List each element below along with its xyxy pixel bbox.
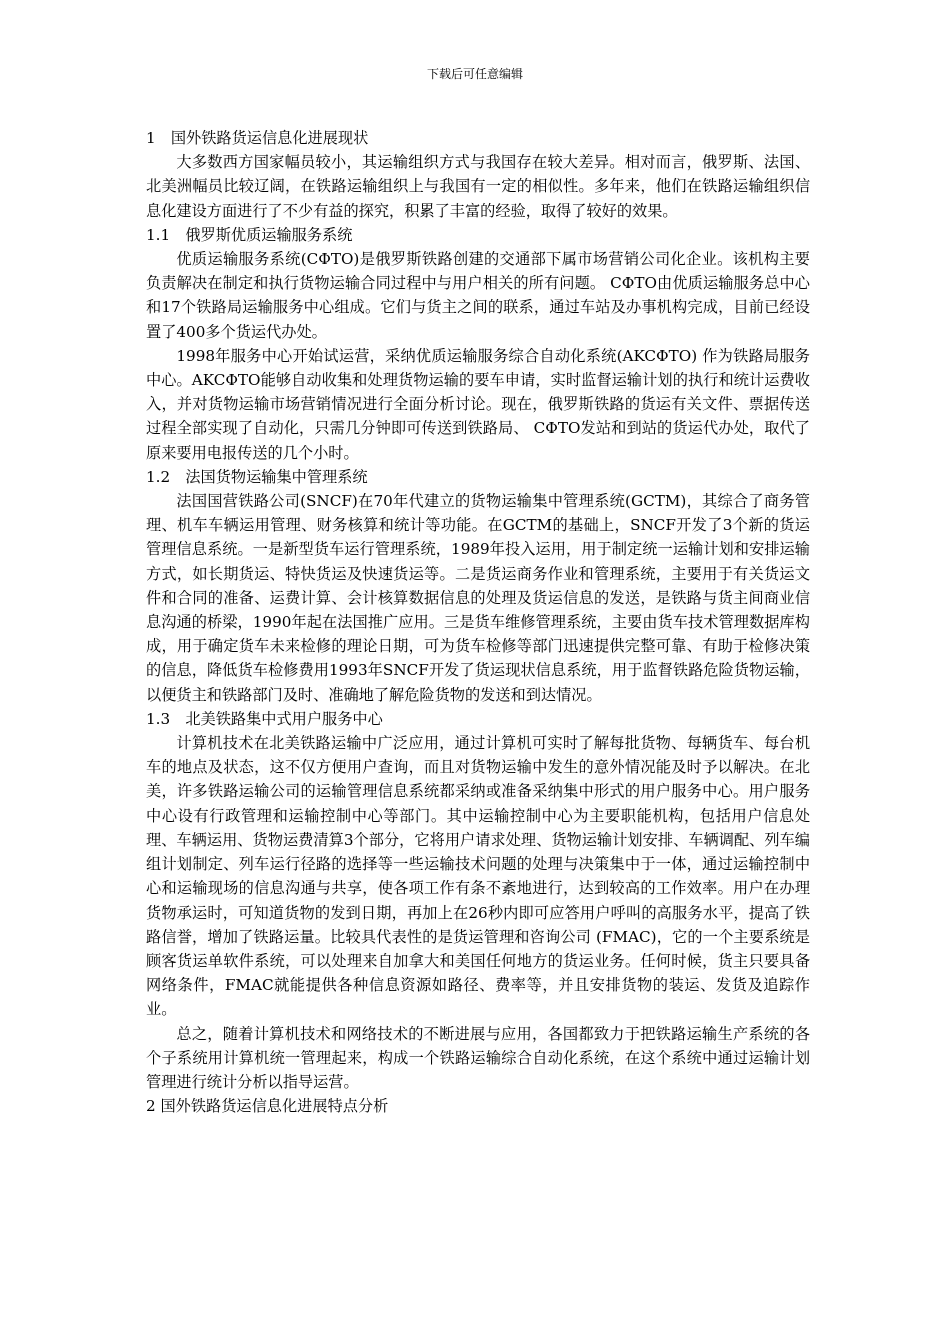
section-heading-1-2: 1.2 法国货物运输集中管理系统 [146, 467, 368, 486]
section-heading-1-3: 1.3 北美铁路集中式用户服务中心 [146, 709, 383, 728]
paragraph-north-america: 计算机技术在北美铁路运输中广泛应用，通过计算机可实时了解每批货物、每辆货车、每台机车的地点及状态，这不仅方便用户查询，而且对货物运输中发生的意外情况能及时予以解决。在北美，许多铁路运输公司的运输管理信息系统都采纳或准备采纳集中形式的用户服务中心。用户服务中心设有行政管理和运输控制中心等部门。其中运输控制中心为主要职能机构，包括用户信息处理、车辆运用、货物运费清算3个部分，它将用户请求处理、货物运输计划安排、车辆调配、列车编组计划制定、列车运行径路的选择等一些运输技术问题的处理与决策集中于一体，通过运输控制中心和运输现场的信息沟通与共享，使各项工作有条不紊地进行，达到较高的工作效率。用户在办理货物承运时，可知道货物的发到日期，再加上在26秒内即可应答用户呼叫的高服务水平，提高了铁路信誉，增加了铁路运量。比较具代表性的是货运管理和咨询公司 (FMAC)，它的一个主要系统是顾客货运单软件系统，可以处理来自加拿大和美国任何地方的货运业务。任何时候，货主只要具备网络条件，FMAC就能提供各种信息资源如路径、费率等，并且安排货物的装运、发货及追踪作业。 [146, 734, 810, 1019]
paragraph-russia-1: 优质运输服务系统(CФTO)是俄罗斯铁路创建的交通部下属市场营销公司化企业。该机构主要负责解决在制定和执行货物运输合同过程中与用户相关的所有问题。 CФTO由优质运输服务总中心和17个铁路局运输服务中心组成。它们与货主之间的联系，通过车站及办事机构完成，目前已经设置了400多个货运代办处。 [146, 250, 810, 341]
document-body [146, 126, 810, 1118]
paragraph-russia-2: 1998年服务中心开始试运营，采纳优质运输服务综合自动化系统(AKCФTO) 作为铁路局服务中心。AKCФTO能够自动收集和处理货物运输的要车申请，实时监督运输计划的执行和统计运费收入，并对货物运输市场营销情况进行全面分析讨论。现在，俄罗斯铁路的货运有关文件、票据传送过程全部实现了自动化，只需几分钟即可传送到铁路局、 CФTO发站和到站的货运代办处，取代了原来要用电报传送的几个小时。 [146, 346, 810, 462]
paragraph-summary: 总之，随着计算机技术和网络技术的不断进展与应用，各国都致力于把铁路运输生产系统的各个子系统用计算机统一管理起来，构成一个铁路运输综合自动化系统，在这个系统中通过运输计划管理进行统计分析以指导运营。 [146, 1024, 810, 1091]
page-header: 下载后可任意编辑 [426, 67, 523, 81]
paragraph-intro: 大多数西方国家幅员较小，其运输组织方式与我国存在较大差异。相对而言，俄罗斯、法国、北美洲幅员比较辽阔，在铁路运输组织上与我国有一定的相似性。多年来，他们在铁路运输组织信息化建设方面进行了不少有益的探究，积累了丰富的经验，取得了较好的效果。 [146, 153, 810, 220]
section-heading-1-1: 1.1 俄罗斯优质运输服务系统 [146, 225, 353, 244]
section-heading-1: 1 国外铁路货运信息化进展现状 [146, 129, 369, 147]
paragraph-france: 法国国营铁路公司(SNCF)在70年代建立的货物运输集中管理系统(GCTM)，其综合了商务管理、机车车辆运用管理、财务核算和统计等功能。在GCTM的基础上，SNCF开发了3个新的货运管理信息系统。一是新型货车运行管理系统，1989年投入运用，用于制定统一运输计划和安排运输方式，如长期货运、特快货运及快速货运等。二是货运商务作业和管理系统，主要用于有关货运文件和合同的准备、运费计算、会计核算数据信息的处理及货运信息的发送，是铁路与货主间商业信息沟通的桥梁，1990年起在法国推广应用。三是货车维修管理系统，主要由货车技术管理数据库构成，用于确定货车未来检修的理论日期，可为货车检修等部门迅速提供完整可靠、有助于检修决策的信息，降低货车检修费用1993年SNCF开发了货运现状信息系统，用于监督铁路危险货物运输，以便货主和铁路部门及时、准确地了解危险货物的发送和到达情况。 [146, 492, 810, 704]
section-heading-2: 2 国外铁路货运信息化进展特点分析 [146, 1097, 389, 1116]
